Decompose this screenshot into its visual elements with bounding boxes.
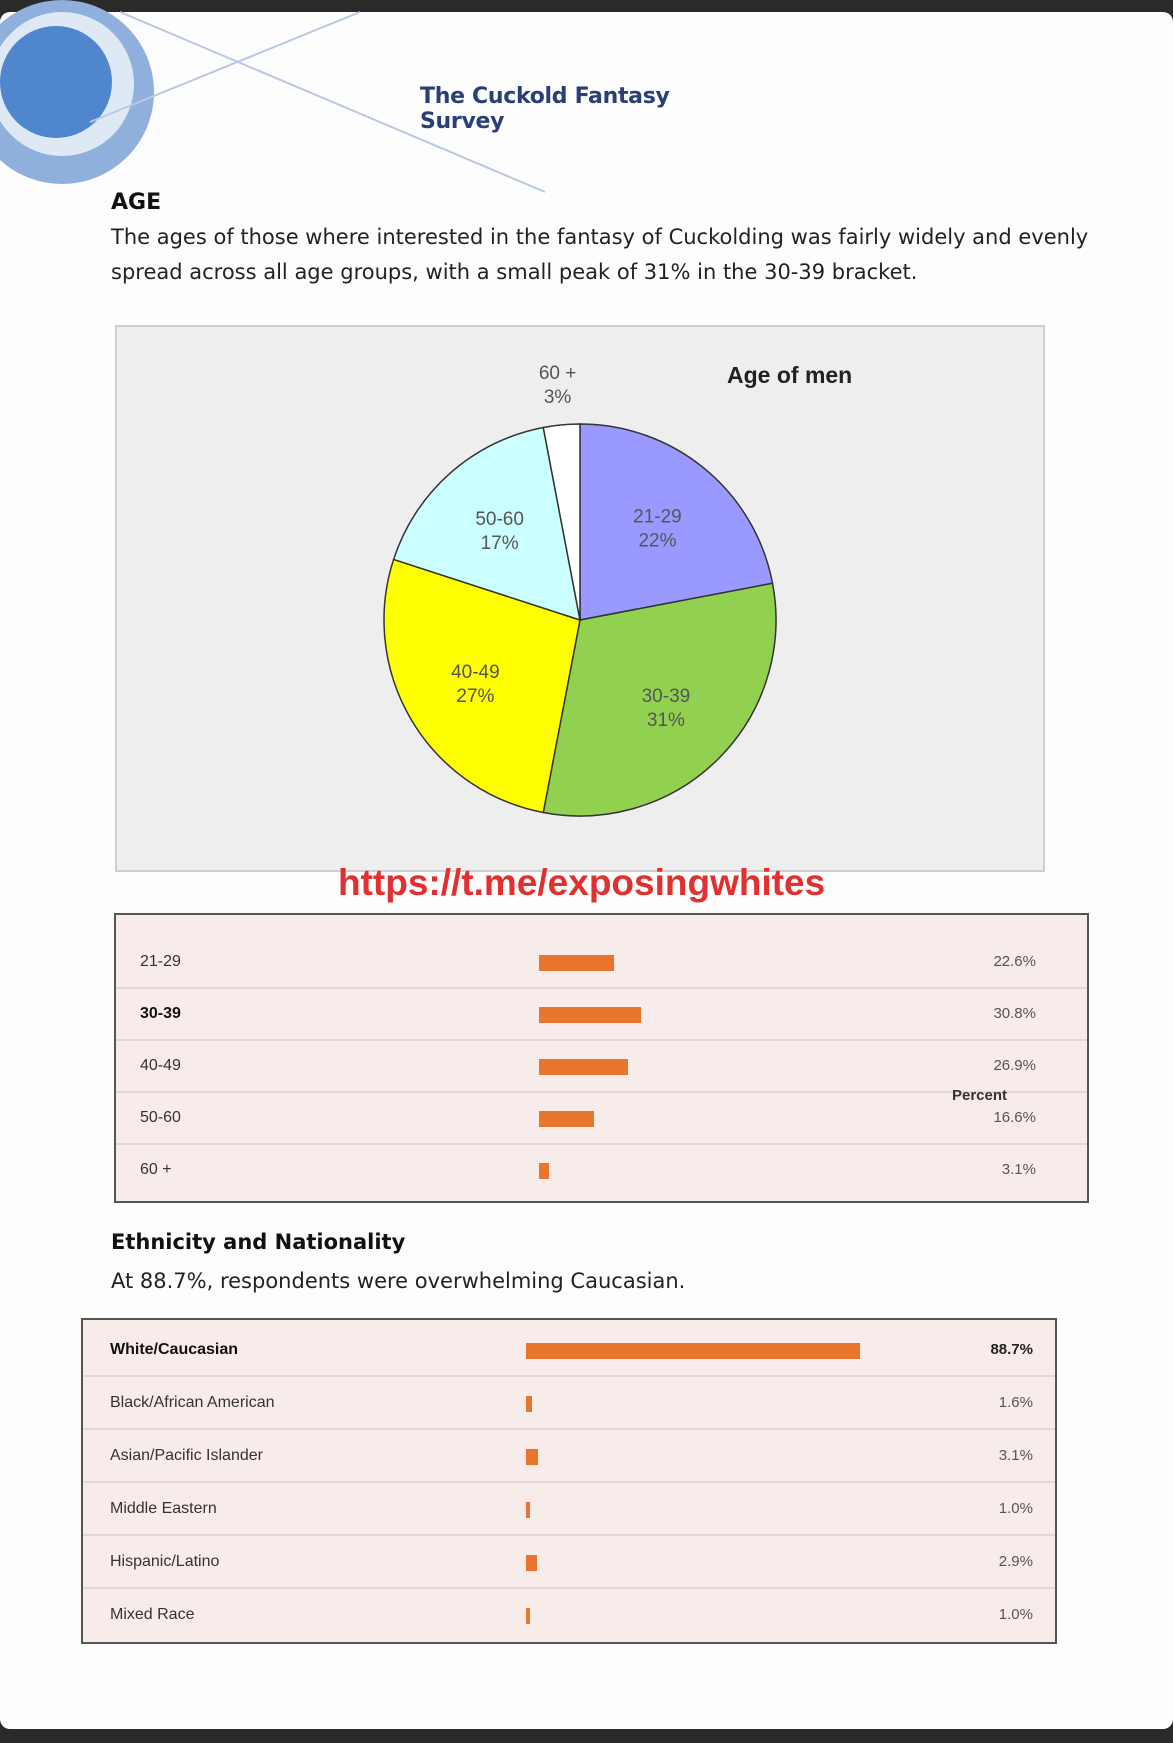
table-row xyxy=(83,1430,1055,1483)
pie-percent-3: 17% xyxy=(480,532,519,554)
row-percent: 1.0% xyxy=(998,1605,1033,1623)
age-table-header-partial: Percent xyxy=(952,1087,1008,1104)
row-bar xyxy=(539,1007,641,1023)
row-label: Mixed Race xyxy=(110,1605,195,1623)
table-row xyxy=(83,1377,1055,1430)
age-pie-chart xyxy=(0,12,1173,912)
age-section-text-line-2: spread across all age groups, with a small peak of 31% in the 30-39 bracket. xyxy=(111,260,918,284)
ethnicity-section-text: At 88.7%, respondents were overwhelming Caucasian. xyxy=(111,1269,686,1293)
row-bar xyxy=(526,1343,860,1359)
table-row xyxy=(83,1589,1055,1642)
row-label: 50-60 xyxy=(140,1109,181,1126)
pie-percent-1: 31% xyxy=(646,709,685,731)
row-bar xyxy=(526,1502,530,1518)
ethnicity-distribution-table xyxy=(81,1318,1057,1644)
row-label: 21-29 xyxy=(140,953,181,970)
row-label: 40-49 xyxy=(140,1057,181,1074)
row-label: Hispanic/Latino xyxy=(110,1552,220,1570)
age-section-text-line-1: The ages of those where interested in the fantasy of Cuckolding was fairly widely and evenly xyxy=(111,225,1089,249)
row-percent: 88.7% xyxy=(990,1340,1033,1358)
pie-label-0: 21-29 xyxy=(633,506,682,528)
age-section-heading: AGE xyxy=(111,190,162,215)
pie-label-2: 40-49 xyxy=(451,661,500,683)
row-percent: 26.9% xyxy=(993,1057,1036,1074)
table-row xyxy=(116,1041,1087,1093)
table-row xyxy=(116,937,1087,989)
table-row xyxy=(83,1536,1055,1589)
row-percent: 2.9% xyxy=(998,1552,1033,1570)
row-percent: 3.1% xyxy=(998,1446,1033,1464)
table-row xyxy=(116,989,1087,1041)
row-bar xyxy=(539,1059,628,1075)
row-label: Black/African American xyxy=(110,1393,275,1411)
row-bar xyxy=(539,1163,549,1179)
row-bar xyxy=(539,955,614,971)
row-label: Middle Eastern xyxy=(110,1499,217,1517)
row-bar xyxy=(526,1449,538,1465)
row-label: 60 + xyxy=(140,1161,172,1178)
row-percent: 1.6% xyxy=(998,1393,1033,1411)
row-percent: 16.6% xyxy=(993,1109,1036,1126)
row-label: 30-39 xyxy=(140,1005,181,1022)
table-row xyxy=(83,1324,1055,1377)
row-label: Asian/Pacific Islander xyxy=(110,1446,263,1464)
watermark-link-text: https://t.me/exposingwhites xyxy=(338,862,826,903)
row-percent: 1.0% xyxy=(998,1499,1033,1517)
row-percent: 3.1% xyxy=(1001,1161,1036,1178)
table-row xyxy=(83,1483,1055,1536)
row-bar xyxy=(526,1396,532,1412)
survey-page xyxy=(0,12,1173,1729)
row-percent: 22.6% xyxy=(993,953,1036,970)
row-bar xyxy=(539,1111,594,1127)
pie-percent-4: 3% xyxy=(543,387,572,409)
table-row xyxy=(116,1087,1087,1145)
row-bar xyxy=(526,1555,537,1571)
ethnicity-section-heading: Ethnicity and Nationality xyxy=(111,1230,406,1254)
row-percent: 30.8% xyxy=(993,1005,1036,1022)
row-label: White/Caucasian xyxy=(110,1340,239,1358)
row-bar xyxy=(526,1608,530,1624)
pie-label-3: 50-60 xyxy=(475,508,524,530)
pie-percent-2: 27% xyxy=(456,685,495,707)
document-title: The Cuckold Fantasy Survey xyxy=(420,84,670,134)
pie-label-4: 60 + xyxy=(538,363,577,385)
chart-title: Age of men xyxy=(727,362,853,388)
pie-percent-0: 22% xyxy=(638,530,677,552)
table-row xyxy=(116,1145,1087,1197)
age-distribution-table xyxy=(114,913,1089,1203)
pie-label-1: 30-39 xyxy=(641,685,691,707)
